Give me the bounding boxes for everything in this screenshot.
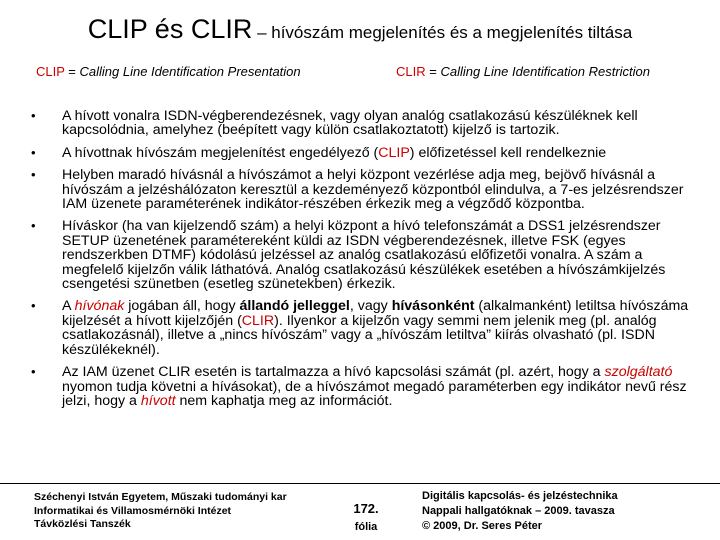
text-segment: nem kaphatja meg az információt. (175, 392, 393, 409)
bullet-text (62, 145, 606, 161)
bullet-item (0, 299, 720, 357)
footer-divider (0, 483, 720, 484)
clir-highlight: CLIR (241, 312, 275, 329)
bullet-text: Híváskor (ha van kijelzendő szám) a helyi központ a hívó telefonszámát a DSS1 jelzésrendszer SETUP üzenetének paramétereként küldi az ISDN végberendezésnek, illetve FSK (egyes rendszerkben DTMF) kódolású jelzéssel az analóg csatlakozású előfizetői vonalra. A szám a megfelelő kijelzőn válik láthatóvá. Analóg csatlakozású készülékek esetében a hívószámkijelzés csengetési szünetben (esetleg szünetekben) érkezik. (62, 218, 666, 293)
bullet-item (0, 365, 720, 408)
text-segment: , vagy (349, 298, 392, 315)
hivott-highlight: hívott (140, 392, 176, 409)
clip-full: Calling Line Identification Presentation (79, 64, 301, 79)
bullet-item (0, 146, 720, 160)
text-segment: Az IAM üzenet CLIR esetén is tartalmazza a hívó kapcsolási számát (pl. azért, hogy a (62, 364, 605, 381)
footer-copyright: © 2009, Dr. Seres Péter (422, 520, 543, 532)
clip-definition (36, 64, 301, 79)
text-segment: A hívottnak hívószám megjelenítést engedélyező ( (62, 144, 379, 161)
bullet-dot: • (31, 167, 36, 183)
slide-title (0, 14, 720, 45)
text-segment: A (62, 298, 75, 315)
bullet-dot: • (31, 298, 36, 314)
hivonak-highlight: hívónak (74, 298, 125, 315)
clir-abbr: CLIR (396, 64, 426, 79)
footer-slide-number (336, 500, 396, 536)
bullet-text: Helyben maradó hívásnál a hívószámot a helyi központ vezérlése adja meg, bejövő hívásnál a hívószám a jelzéshálózaton keresztül a kezdeményező központból elindulva, a 7-es jelzésrendszer IAM üzenete paraméterének indikátor-részében érkezik meg a végződő központba. (62, 167, 684, 213)
text-segment: ). Ilyenkor a kijelzőn vagy semmi nem jelenik meg (pl. analóg csatlakozásnál), illetve a „nincs hívószám” vagy a „hívószám letiltva” kiírás olvasható (pl. ISDN készülékeknél). (62, 312, 657, 358)
bullet-dot: • (31, 218, 36, 234)
page-number: 172. (353, 501, 379, 516)
clip-highlight: CLIP (378, 144, 410, 161)
bullet-text (62, 364, 687, 409)
bullet-text (62, 298, 688, 357)
clip-abbr: CLIP (36, 64, 65, 79)
bullet-dot: • (31, 364, 36, 380)
bullet-item (0, 109, 720, 138)
clir-equals: = (425, 64, 441, 79)
footer-audience: Nappali hallgatóknak – 2009. tavasza (422, 505, 615, 517)
footer-institute: Informatikai és Villamosmérnöki Intézet (34, 504, 232, 517)
text-segment: nyomon tudja követni a hívásokat), de a hívószámot megadó paraméterben egy indikátor nevű rész jelzi, hogy a (62, 378, 687, 409)
page-label: fólia (354, 521, 378, 533)
footer-course-title: Digitális kapcsolás- és jelzéstechnika (422, 490, 618, 502)
bullet-dot: • (31, 108, 36, 123)
clir-definition (396, 64, 650, 79)
footer-university: Széchenyi István Egyetem, Műszaki tudományi kar (34, 491, 287, 503)
bullet-item (0, 219, 720, 291)
clir-full: Calling Line Identification Restriction (440, 64, 651, 79)
footer-institution (34, 491, 287, 532)
bullet-item (0, 168, 720, 211)
hivasonkent-bold: hívásonként (391, 298, 475, 315)
title-main: CLIP és CLIR (87, 14, 253, 44)
clip-equals: = (64, 64, 80, 79)
bullet-text: A hívott vonalra ISDN-végberendezésnek, vagy olyan analóg csatlakozású készüléknek kell kapcsolódnia, amelyhez (beépített vagy külön csatlakoztatott) kijelző is tartozik. (62, 108, 638, 139)
text-segment: ) előfizetéssel kell rendelkeznie (409, 144, 607, 161)
bullet-list (0, 109, 720, 416)
text-segment: jogában áll, hogy (124, 298, 240, 315)
title-subtitle: – hívószám megjelenítés és a megjelenítés tiltása (252, 23, 633, 42)
szolgaltato-highlight: szolgáltató (604, 364, 673, 381)
text-segment: (alkalmanként) letiltsa hívószáma kijelzését a hívott kijelzőjén ( (62, 298, 689, 329)
allando-bold: állandó jelleggel (239, 298, 350, 315)
footer-course (422, 489, 618, 534)
footer-department: Távközlési Tanszék (34, 518, 131, 530)
bullet-dot: • (31, 144, 36, 160)
